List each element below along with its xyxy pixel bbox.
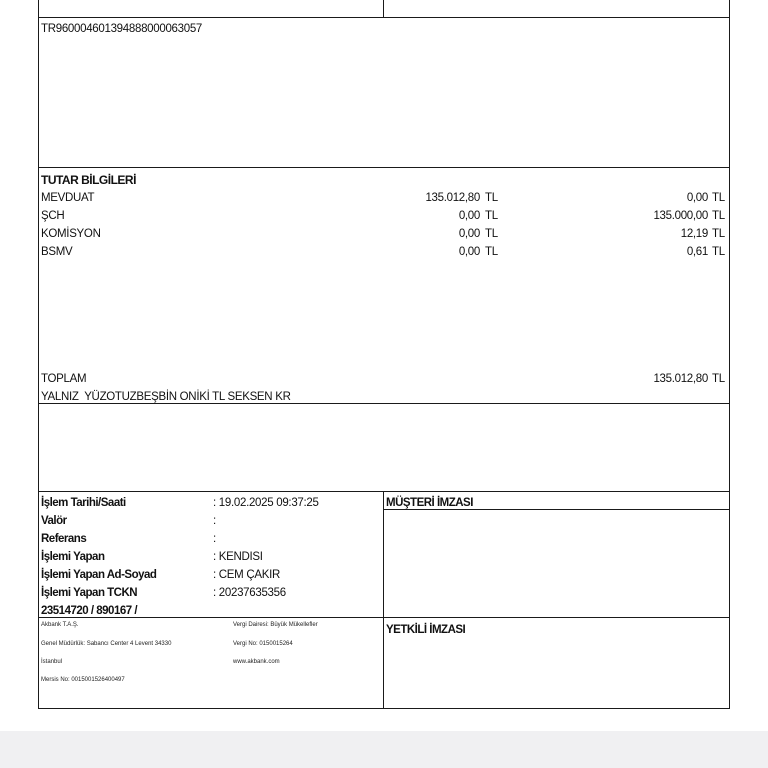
top-divider-vertical <box>383 0 384 18</box>
footer-tax-office: Vergi Dairesi: Büyük Mükellefler <box>233 622 318 628</box>
detail-label: Referans <box>41 533 87 545</box>
footer-mersis: Mersis No: 0015001526400497 <box>41 677 125 683</box>
amount-label: KOMİSYON <box>41 228 101 240</box>
border-bottom <box>38 708 730 709</box>
detail-value: : 20237635356 <box>213 587 286 599</box>
total-value: 135.012,80 <box>653 373 708 385</box>
amount-col2: 0,00 <box>686 192 708 204</box>
divider-2 <box>38 167 730 168</box>
border-right <box>729 0 730 709</box>
total-label: TOPLAM <box>41 373 87 385</box>
divider-5 <box>38 617 730 618</box>
footer-address: Genel Müdürlük: Sabancı Center 4 Levent 34330 <box>41 641 172 647</box>
detail-value: : <box>213 515 216 527</box>
divider-4 <box>38 491 730 492</box>
transaction-code: 23514720 / 890167 / <box>41 605 138 617</box>
footer-company: Akbank T.A.Ş. <box>41 622 79 628</box>
authorized-signature-area <box>384 640 729 708</box>
amount-label: MEVDUAT <box>41 192 95 204</box>
total-in-words: YALNIZ YÜZOTUZBEŞBİN ONİKİ TL SEKSEN KR <box>41 391 291 403</box>
amount-cur2: TL <box>712 192 725 204</box>
amount-cur1: TL <box>485 192 498 204</box>
amount-cur2: TL <box>712 246 725 258</box>
amount-col2: 135.000,00 <box>653 210 708 222</box>
amount-cur2: TL <box>712 210 725 222</box>
border-left <box>38 0 39 709</box>
authorized-signature-label: YETKİLİ İMZASI <box>386 624 466 636</box>
page-bottom-band <box>0 731 768 768</box>
detail-label: İşlemi Yapan <box>41 551 105 563</box>
detail-label: İşlemi Yapan Ad-Soyad <box>41 569 157 581</box>
amount-cur1: TL <box>485 246 498 258</box>
amount-cur1: TL <box>485 228 498 240</box>
detail-value: : KENDISI <box>213 551 263 563</box>
detail-label: Valör <box>41 515 67 527</box>
detail-value: : CEM ÇAKIR <box>213 569 280 581</box>
amount-label: BSMV <box>41 246 73 258</box>
divider-1 <box>38 17 730 18</box>
amount-col1: 135.012,80 <box>425 192 480 204</box>
customer-signature-label: MÜŞTERİ İMZASI <box>386 497 473 509</box>
footer-website: www.akbank.com <box>233 659 280 665</box>
amount-label: ŞCH <box>41 210 65 222</box>
detail-value: : <box>213 533 216 545</box>
customer-signature-area <box>384 510 729 617</box>
amount-cur1: TL <box>485 210 498 222</box>
detail-value: : 19.02.2025 09:37:25 <box>213 497 319 509</box>
footer-tax-number: Vergi No: 0150015264 <box>233 641 293 647</box>
detail-label: İşlemi Yapan TCKN <box>41 587 138 599</box>
amount-col1: 0,00 <box>458 210 480 222</box>
detail-label: İşlem Tarihi/Saati <box>41 497 126 509</box>
amount-col1: 0,00 <box>458 246 480 258</box>
total-currency: TL <box>712 373 725 385</box>
footer-city: İstanbul <box>41 659 63 665</box>
iban-text: TR960004601394888000063057 <box>41 23 203 35</box>
amount-col2: 0,61 <box>686 246 708 258</box>
amount-cur2: TL <box>712 228 725 240</box>
amounts-heading: TUTAR BİLGİLERİ <box>41 173 136 187</box>
amount-col1: 0,00 <box>458 228 480 240</box>
amount-col2: 12,19 <box>680 228 708 240</box>
